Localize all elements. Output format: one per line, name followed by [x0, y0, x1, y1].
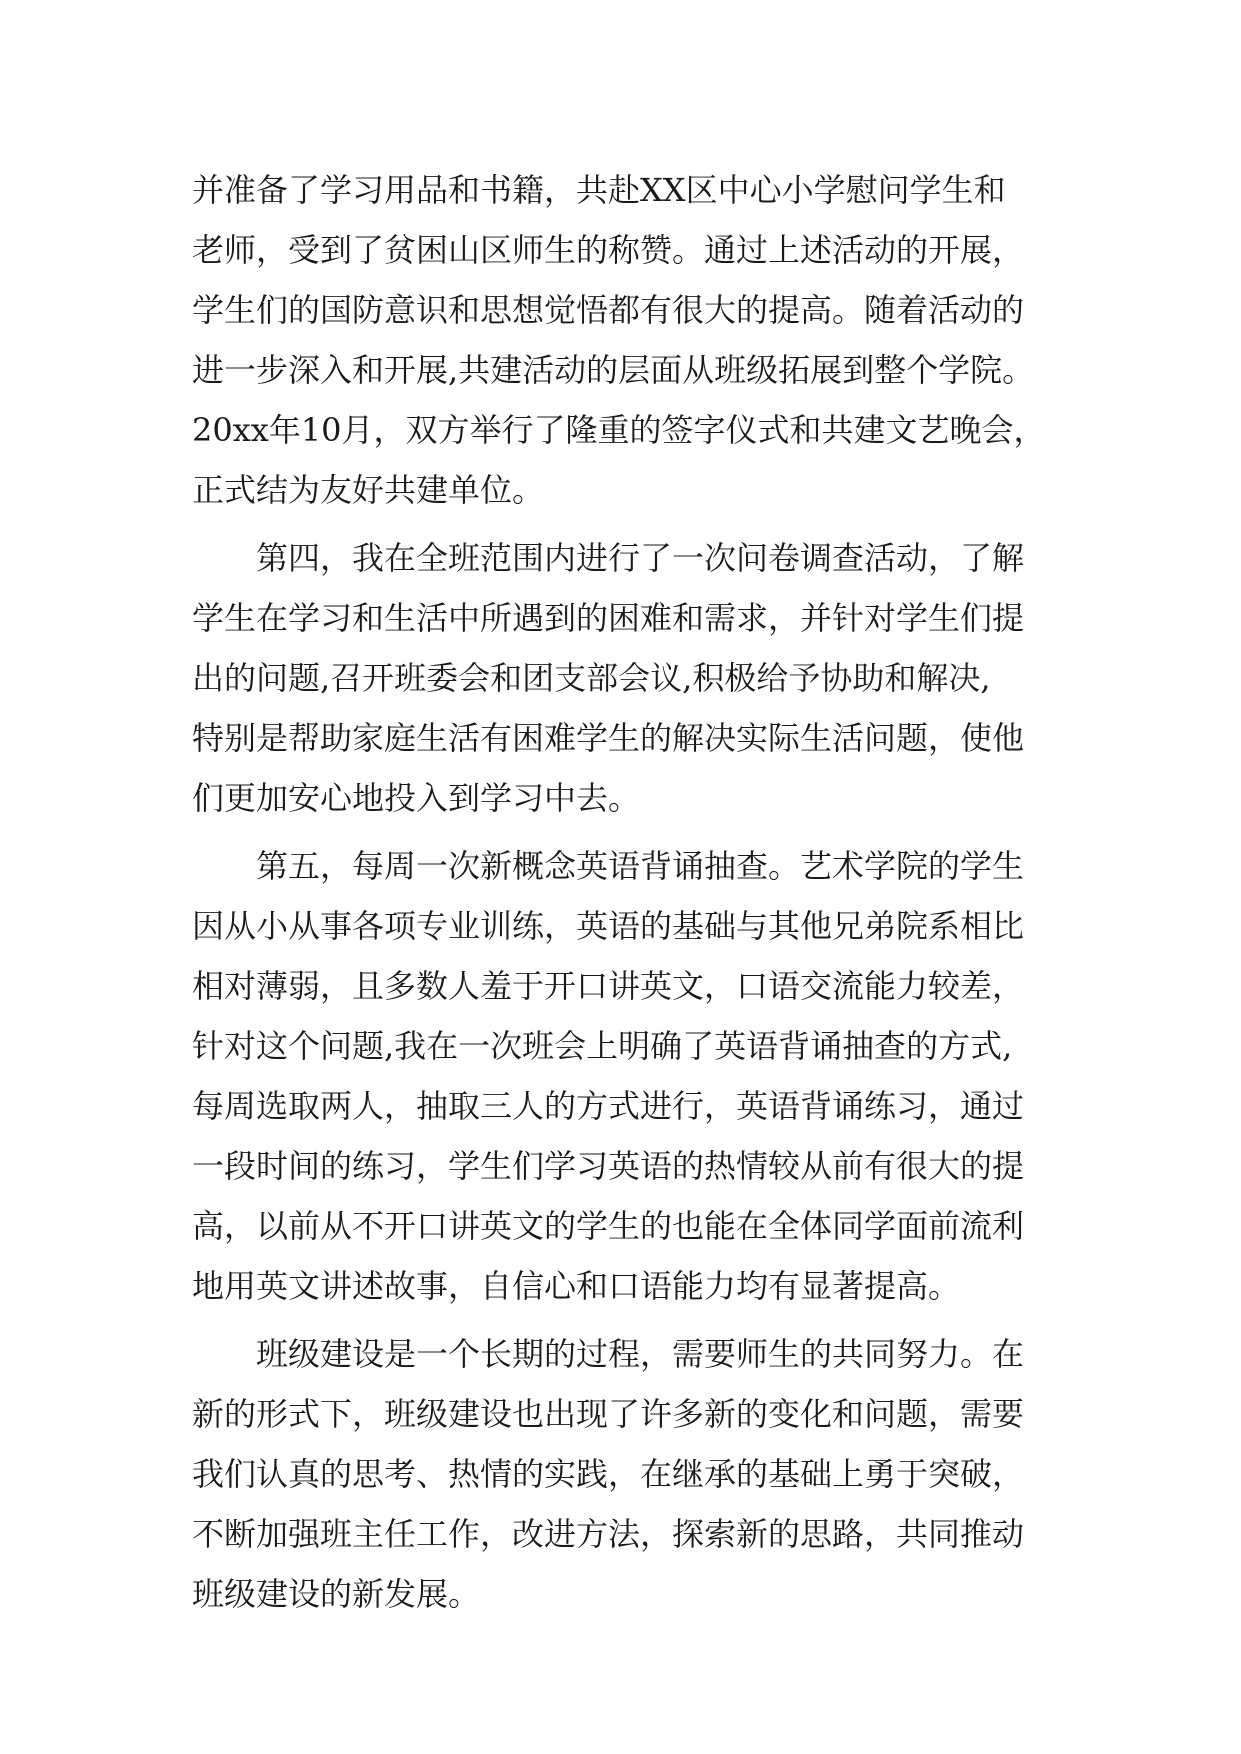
- text-line: 班级建设是一个长期的过程，需要师生的共同努力。在: [192, 1335, 1025, 1373]
- text-line: 20xx年10月，双方举行了隆重的签字仪式和共建文艺晚会，: [192, 411, 1046, 449]
- body-text: [192, 160, 1052, 1624]
- text-line: 高，以前从不开口讲英文的学生的也能在全体同学面前流利: [192, 1207, 1025, 1245]
- text-line: 第四，我在全班范围内进行了一次问卷调查活动，了解: [192, 539, 1025, 577]
- text-line: 因从小从事各项专业训练，英语的基础与其他兄弟院系相比: [192, 907, 1025, 945]
- text-line: 学生们的国防意识和思想觉悟都有很大的提高。随着活动的: [192, 291, 1025, 329]
- text-line: 并准备了学习用品和书籍，共赴XX区中心小学慰问学生和: [192, 171, 1006, 209]
- text-line: 老师，受到了贫困山区师生的称赞。通过上述活动的开展，: [192, 231, 1025, 269]
- text-line: 们更加安心地投入到学习中去。: [192, 779, 641, 817]
- text-line: 我们认真的思考、热情的实践，在继承的基础上勇于突破，: [192, 1455, 1025, 1493]
- text-line: 进一步深入和开展,共建活动的层面从班级拓展到整个学院。: [192, 351, 1035, 389]
- text-line: 正式结为友好共建单位。: [192, 471, 545, 509]
- text-line: 不断加强班主任工作，改进方法，探索新的思路，共同推动: [192, 1515, 1025, 1553]
- text-line: 班级建设的新发展。: [192, 1575, 481, 1613]
- text-line: 第五，每周一次新概念英语背诵抽查。艺术学院的学生: [192, 847, 1025, 885]
- text-line: 针对这个问题,我在一次班会上明确了英语背诵抽查的方式,: [192, 1027, 1013, 1065]
- text-line: 特别是帮助家庭生活有困难学生的解决实际生活问题，使他: [192, 719, 1025, 757]
- text-line: 新的形式下，班级建设也出现了许多新的变化和问题，需要: [192, 1395, 1025, 1433]
- text-line: 相对薄弱，且多数人羞于开口讲英文，口语交流能力较差，: [192, 967, 1025, 1005]
- text-line: 每周选取两人，抽取三人的方式进行，英语背诵练习，通过: [192, 1087, 1025, 1125]
- text-line: 学生在学习和生活中所遇到的困难和需求，并针对学生们提: [192, 599, 1025, 637]
- text-line: 出的问题,召开班委会和团支部会议,积极给予协助和解决,: [192, 659, 991, 697]
- text-line: 地用英文讲述故事，自信心和口语能力均有显著提高。: [192, 1267, 961, 1305]
- text-line: 一段时间的练习，学生们学习英语的热情较从前有很大的提: [192, 1147, 1025, 1185]
